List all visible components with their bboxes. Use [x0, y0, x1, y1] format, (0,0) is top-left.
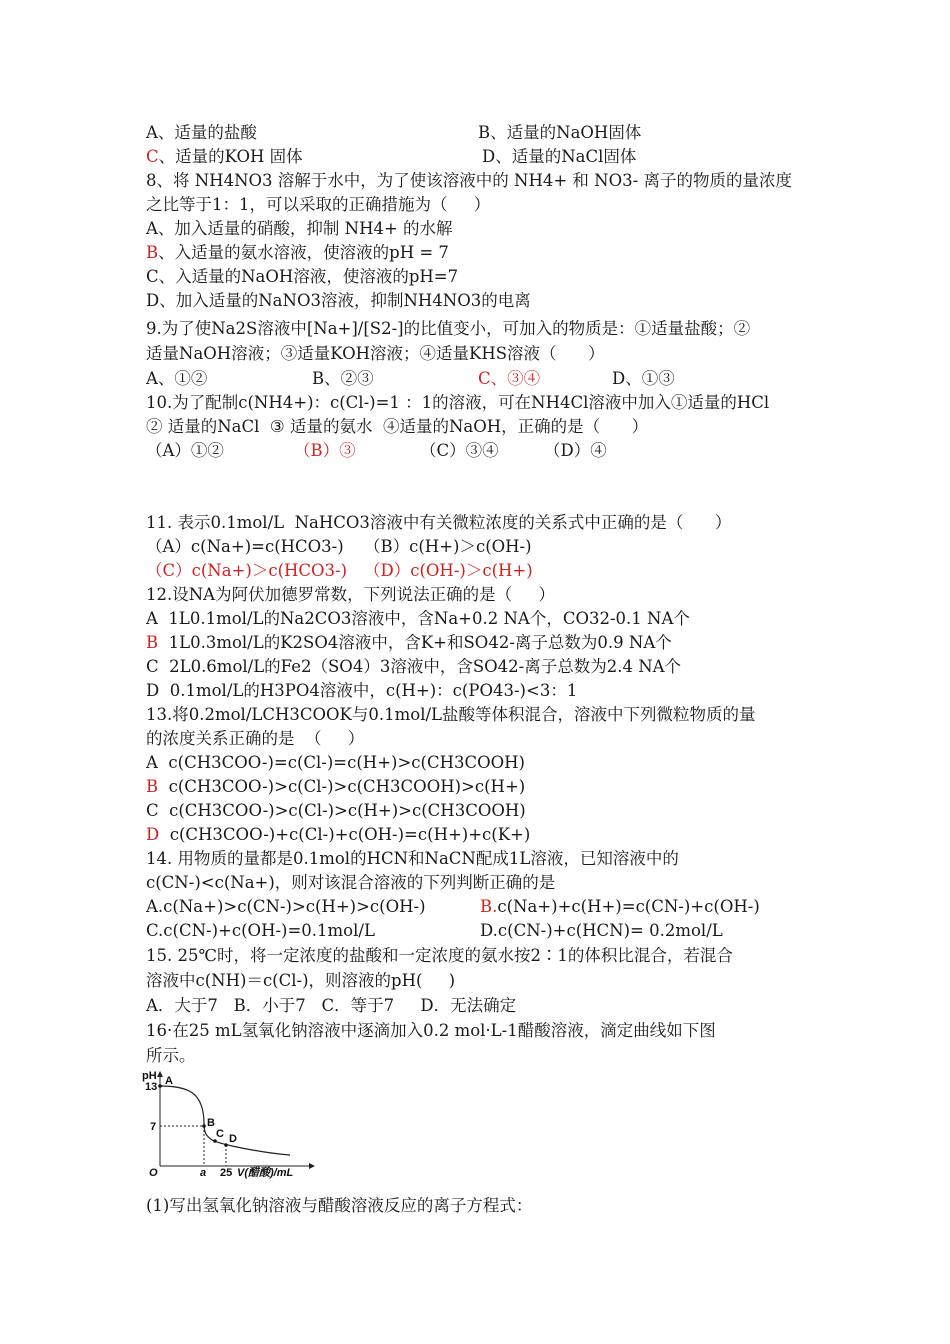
- q12-option-c: C 2L0.6mol/L的Fe2（SO4）3溶液中，含SO42-离子总数为2.4 NA个: [146, 657, 682, 676]
- point-c-label: C: [216, 1128, 224, 1140]
- point-a-dot: [158, 1084, 162, 1088]
- answer-mark: B.: [480, 897, 498, 916]
- q9-option-d: D、①③: [612, 369, 675, 388]
- origin-label: O: [149, 1167, 158, 1179]
- q14-stem-2: c(CN-)<c(Na+)，则对该混合溶液的下列判断正确的是: [146, 873, 556, 892]
- q9-option-a: A、①②: [146, 369, 208, 388]
- q16-subquestion-1: (1)写出氢氧化钠溶液与醋酸溶液反应的离子方程式：: [146, 1196, 533, 1215]
- q10-option-b: （B）③: [294, 441, 356, 460]
- point-b-label: B: [207, 1117, 215, 1129]
- q7-option-c: C、适量的KOH 固体: [146, 147, 303, 166]
- q12-option-b: B 1L0.3mol/L的K2SO4溶液中，含K+和SO42-离子总数为0.9 NA个: [146, 633, 672, 652]
- q13-option-b: B c(CH3COO-)>c(Cl-)>c(CH3COOH)>c(H+): [146, 777, 526, 796]
- x-tick-25: 25: [220, 1167, 233, 1179]
- y-axis-arrow-icon: [157, 1071, 163, 1077]
- q14-option-b: B.c(Na+)+c(H+)=c(CN-)+c(OH-): [480, 897, 760, 916]
- answer-mark: B: [146, 777, 159, 796]
- q7-option-a: A、适量的盐酸: [146, 123, 257, 142]
- y-tick-13: 13: [145, 1081, 158, 1093]
- q12-option-a: A 1L0.1mol/L的Na2CO3溶液中，含Na+0.2 NA个，CO32-0.1 NA个: [146, 609, 690, 628]
- answer-mark: D: [146, 825, 160, 844]
- q16-stem-1: 16·在25 mL氢氧化钠溶液中逐滴加入0.2 mol·L-1醋酸溶液，滴定曲线如下图: [146, 1021, 716, 1040]
- q8-stem-1: 8、将 NH4NO3 溶解于水中，为了使该溶液中的 NH4+ 和 NO3- 离子的物质的量浓度: [146, 171, 792, 190]
- q10-option-c: （C）③④: [420, 441, 499, 460]
- q9-stem-2: 适量NaOH溶液；③适量KOH溶液；④适量KHS溶液（ ）: [146, 344, 605, 363]
- q8-option-c: C、入适量的NaOH溶液，使溶液的pH=7: [146, 267, 459, 286]
- q13-stem-2: 的浓度关系正确的是 （ ）: [146, 729, 365, 748]
- q11-option-b: （B）c(H+)＞c(OH-): [364, 537, 532, 556]
- q8-option-b: B、入适量的氨水溶液，使溶液的pH = 7: [146, 243, 449, 262]
- q14-option-c: C.c(CN-)+c(OH-)=0.1mol/L: [146, 921, 375, 940]
- q13-option-d: D c(CH3COO-)+c(Cl-)+c(OH-)=c(H+)+c(K+): [146, 825, 531, 844]
- q14-option-a: A.c(Na+)>c(CN-)>c(H+)>c(OH-): [146, 897, 426, 916]
- q14-stem-1: 14. 用物质的量都是0.1mol的HCN和NaCN配成1L溶液，已知溶液中的: [146, 849, 679, 868]
- point-d-label: D: [229, 1133, 237, 1145]
- q13-option-a: A c(CH3COO-)=c(Cl-)=c(H+)>c(CH3COOH): [146, 753, 525, 772]
- point-d-dot: [224, 1143, 228, 1147]
- q9-option-b: B、②③: [312, 369, 374, 388]
- answer-mark: C: [146, 147, 159, 166]
- q10-option-a: （A）①②: [146, 441, 224, 460]
- q10-stem-2: ② 适量的NaCl ③ 适量的氨水 ④适量的NaOH，正确的是（ ）: [146, 417, 649, 436]
- q7-option-b: B、适量的NaOH固体: [478, 123, 642, 142]
- q12-stem: 12.设NA为阿伏加德罗常数，下列说法正确的是（ ）: [146, 585, 555, 604]
- q15-stem-2: 溶液中c(NH)＝c(Cl-)，则溶液的pH( ): [146, 971, 456, 990]
- q15-stem-1: 15. 25℃时，将一定浓度的盐酸和一定浓度的氨水按2∶1的体积比混合，若混合: [146, 946, 733, 965]
- answer-mark: B: [146, 633, 159, 652]
- x-axis-label: V(醋酸)/mL: [237, 1167, 294, 1179]
- titration-curve-figure: [140, 1068, 320, 1180]
- point-a-label: A: [165, 1075, 173, 1087]
- answer-mark: B: [146, 243, 159, 262]
- q9-stem-1: 9.为了使Na2S溶液中[Na+]/[S2-]的比值变小，可加入的物质是：①适量盐酸；②: [146, 319, 751, 338]
- q16-stem-2: 所示。: [146, 1046, 196, 1065]
- y-tick-7: 7: [150, 1121, 157, 1133]
- q14-option-d: D.c(CN-)+c(HCN)= 0.2mol/L: [480, 921, 723, 940]
- x-axis-arrow-icon: [309, 1163, 315, 1169]
- q13-option-c: C c(CH3COO-)>c(Cl-)>c(H+)>c(CH3COOH): [146, 801, 526, 820]
- q9-option-c: C、③④: [478, 369, 541, 388]
- q11-stem: 11. 表示0.1mol/L NaHCO3溶液中有关微粒浓度的关系式中正确的是（ ）: [146, 513, 732, 532]
- q8-stem-2: 之比等于1：1，可以采取的正确措施为（ ）: [146, 195, 491, 214]
- q8-option-d: D、加入适量的NaNO3溶液，抑制NH4NO3的电离: [146, 291, 531, 310]
- q8-option-a: A、加入适量的硝酸，抑制 NH4+ 的水解: [146, 219, 453, 238]
- q15-options: A．大于7 B．小于7 C．等于7 D．无法确定: [146, 996, 517, 1015]
- q11-option-c: （C）c(Na+)＞c(HCO3-): [146, 561, 348, 580]
- q7-option-d: D、适量的NaCl固体: [482, 147, 637, 166]
- q10-stem-1: 10.为了配制c(NH4+)：c(Cl-)=1 ：1的溶液，可在NH4Cl溶液中加入①适量的HCl: [146, 393, 770, 412]
- q13-stem-1: 13.将0.2mol/LCH3COOK与0.1mol/L盐酸等体积混合，溶液中下列微粒物质的量: [146, 705, 756, 724]
- point-b-dot: [202, 1124, 206, 1128]
- q11-option-d: （D）c(OH-)＞c(H+): [364, 561, 533, 580]
- q12-option-d: D 0.1mol/L的H3PO4溶液中，c(H+)：c(PO43-)<3：1: [146, 681, 578, 700]
- x-tick-a: a: [200, 1167, 207, 1179]
- y-axis-label: pH: [142, 1070, 157, 1082]
- q10-option-d: （D）④: [544, 441, 607, 460]
- q11-option-a: （A）c(Na+)=c(HCO3-): [146, 537, 344, 556]
